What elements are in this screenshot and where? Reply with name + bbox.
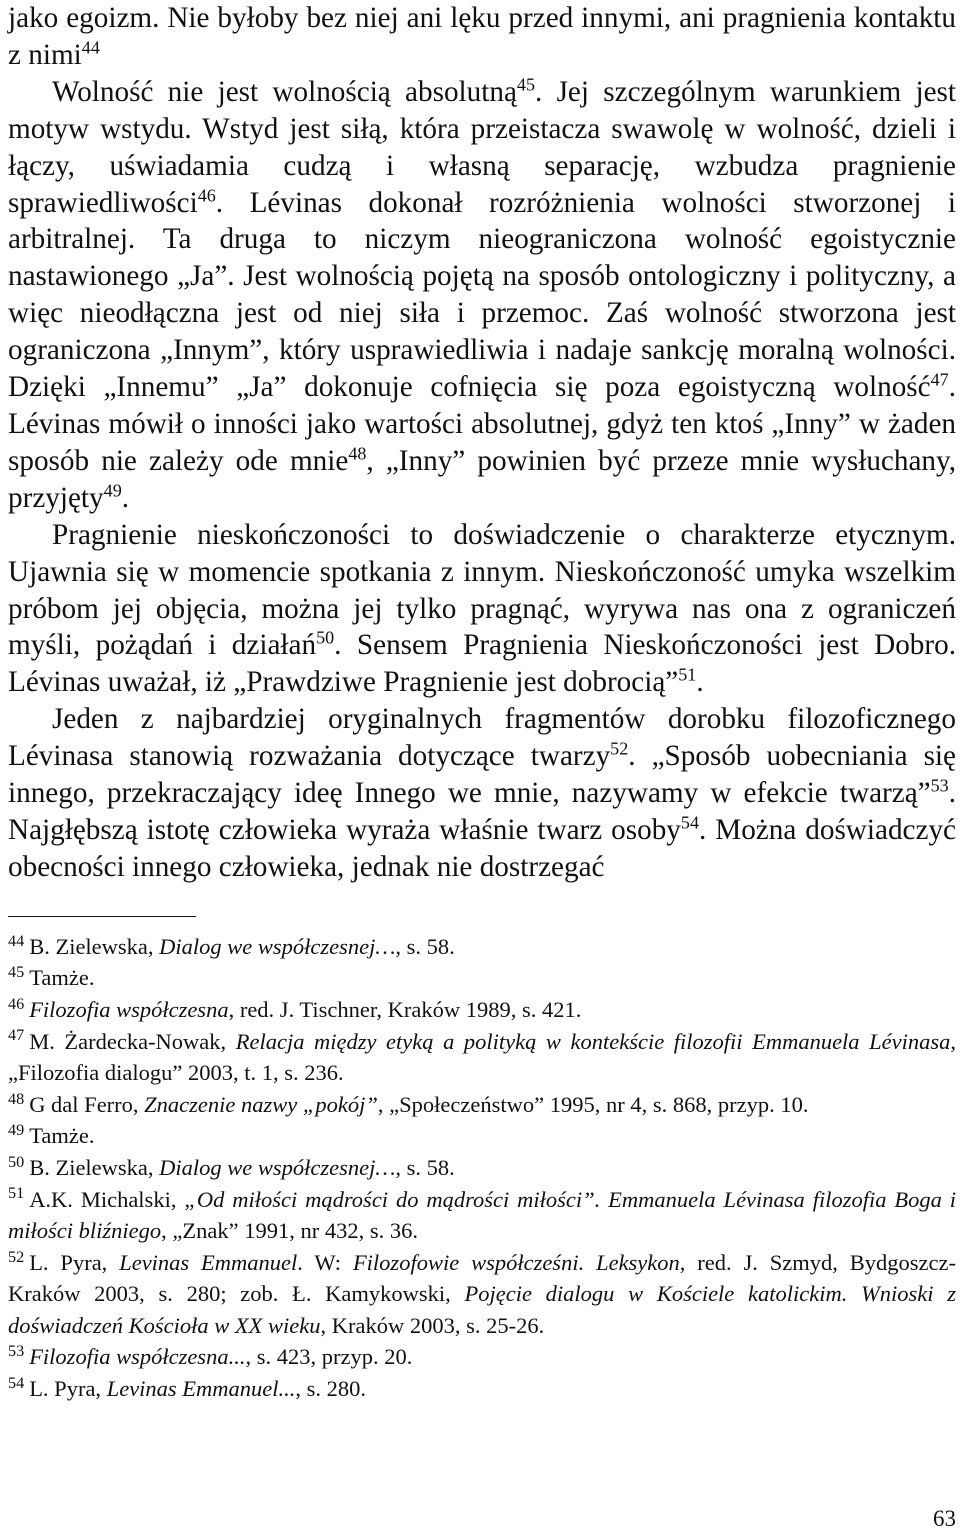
text-span: Pragnienie nieskończoności to doświadczenie o charakterze etycznym. Ujawnia się w momencie spotkania z innym. Nieskończoność umyka wszelkim próbom jej objęcia, można jej tylko pragnąć, wyrywa nas ona z ograniczeń myśli, pożądań i działań	[8, 518, 956, 662]
text-span: , „Filozofia dialogu” 2003, t. 1, s. 236.	[8, 1028, 956, 1086]
footnote-ref: 44	[81, 37, 100, 58]
footnote-ref: 51	[678, 664, 697, 685]
text-span: . Lévinas dokonał rozróżnienia wolności stworzonej i arbitralnej. Ta druga to niczym nieograniczona wolność egoistycznie nastawionego „Ja”. Jest wolnością pojętą na sposób ontologiczny i polityczny, a więc nieodłączna jest od niej siła i przemoc. Zaś wolność stworzona jest ograniczona „Innym”, który usprawiedliwia i nadaje sankcję moralną wolności. Dzięki „Innemu” „Ja” dokonuje cofnięcia się poza egoistyczną wolność	[8, 186, 956, 404]
footnote	[8, 1373, 956, 1405]
text-span: M. Żardecka-Nowak,	[29, 1028, 236, 1054]
text-span: , s. 58.	[395, 1154, 455, 1180]
text-span: . „Sposób uobecniania się innego, przekraczający ideę Innego we mnie, nazywamy w efekcie twarzą”	[8, 740, 956, 810]
text-span: , „Znak” 1991, nr 432, s. 36.	[161, 1218, 418, 1244]
footnote-number: 46	[8, 994, 25, 1013]
footnote-number: 47	[8, 1026, 25, 1045]
page	[8, 0, 956, 1405]
paragraph	[8, 517, 956, 702]
page-number: 63	[933, 1506, 956, 1531]
footnote	[8, 1026, 956, 1089]
footnote-number: 44	[8, 931, 25, 950]
text-span: . W:	[297, 1249, 353, 1275]
footnote	[8, 962, 956, 994]
footnote-ref: 46	[197, 185, 216, 206]
text-span: , red. J. Tischner, Kraków 1989, s. 421.	[228, 996, 582, 1022]
text-span: Tamże.	[29, 965, 95, 991]
text-span: , red. J. Szmyd, Bydgoszcz-Kraków 2003, s. 280; zob. Ł. Kamykowski,	[8, 1249, 957, 1307]
text-span: . Sensem Pragnienia Nieskończoności jest Dobro. Lévinas uważał, iż „Prawdziwe Pragnienie jest dobrocią”	[8, 629, 956, 699]
footnote-ref: 53	[930, 775, 949, 796]
text-span: B. Zielewska,	[29, 1154, 160, 1180]
footnote-number: 49	[8, 1121, 25, 1140]
italic-text: Filozofowie współcześni. Leksykon	[352, 1249, 680, 1275]
footnote-ref: 49	[103, 480, 122, 501]
footnote-ref: 50	[316, 627, 335, 648]
italic-text: Znaczenie nazwy „pokój”	[144, 1091, 378, 1117]
text-span: . Można doświadczyć obecności innego człowieka, jednak nie dostrzegać	[8, 813, 956, 883]
text-span: , Kraków 2003, s. 25-26.	[320, 1312, 545, 1338]
italic-text: Pojęcie dialogu w Kościele katolickim. Wnioski z doświadczeń Kościoła w XX wieku	[8, 1281, 956, 1338]
footnote-separator	[8, 916, 196, 917]
text-span: , „Społeczeństwo” 1995, nr 4, s. 868, przyp. 10.	[377, 1091, 809, 1117]
italic-text: Filozofia współczesna	[29, 996, 229, 1022]
italic-text: Levinas Emmanuel	[119, 1249, 298, 1275]
text-span: .	[696, 666, 704, 699]
text-span: Tamże.	[29, 1123, 95, 1149]
footnote	[8, 994, 956, 1026]
footnote-ref: 45	[516, 74, 535, 95]
text-span: . Lévinas mówił o inności jako wartości absolutnej, gdyż ten ktoś „Inny” w żaden sposób nie zależy ode mnie	[8, 371, 956, 477]
text-span: . Jej szczególnym warunkiem jest motyw wstydu. Wstyd jest siłą, która przeistacza swawolę w wolność, dzieli i łączy, uświadamia cudzą i własną separację, wzbudza pragnienie sprawiedliwości	[8, 75, 957, 219]
italic-text: Levinas Emmanuel...	[106, 1376, 296, 1402]
footnote	[8, 1089, 956, 1121]
footnote-number: 50	[8, 1152, 25, 1171]
text-span: B. Zielewska,	[29, 933, 160, 959]
text-span: , s. 58.	[395, 933, 455, 959]
footnote	[8, 1341, 956, 1373]
paragraph	[8, 74, 956, 517]
text-span: .	[121, 481, 130, 514]
footnotes	[8, 931, 956, 1405]
text-span: Jeden z najbardziej oryginalnych fragmentów dorobku filozoficznego Lévinasa stanowią rozważania dotyczące twarzy	[8, 703, 956, 773]
footnote-ref: 54	[680, 812, 699, 833]
italic-text: Dialog we współczesnej…	[159, 1154, 396, 1180]
text-span: jako egoizm. Nie byłoby bez niej ani lęku przed innymi, ani pragnienia kontaktu z nimi	[8, 2, 956, 71]
footnote-number: 54	[8, 1373, 25, 1392]
text-span: A.K. Michalski,	[29, 1186, 185, 1212]
text-span: L. Pyra,	[29, 1249, 120, 1275]
footnote	[8, 1120, 956, 1152]
text-span: , „Inny” powinien być przeze mnie wysłuchany, przyjęty	[8, 444, 956, 514]
text-span: Wolność nie jest wolnością absolutną	[52, 75, 517, 108]
paragraph	[8, 0, 956, 74]
italic-text: Dialog we współczesnej…	[159, 933, 396, 959]
text-span: , s. 423, przyp. 20.	[245, 1344, 413, 1370]
italic-text: Filozofia współczesna...	[29, 1344, 246, 1370]
footnote-ref: 48	[348, 443, 367, 464]
footnote-ref: 47	[930, 369, 949, 390]
paragraph	[8, 701, 956, 886]
italic-text: „Od miłości mądrości do mądrości miłości”. Emmanuela Lévinasa filozofia Boga i miłości bliźniego	[8, 1186, 956, 1244]
footnote	[8, 1247, 956, 1342]
text-span: . Najgłębszą istotę człowieka wyraża właśnie twarz osoby	[8, 777, 956, 846]
footnote-number: 48	[8, 1089, 25, 1108]
text-span: , s. 280.	[295, 1376, 367, 1402]
footnote-number: 51	[8, 1184, 25, 1203]
footnote-number: 45	[8, 963, 25, 982]
footnote-ref: 52	[610, 738, 629, 759]
footnote-number: 53	[8, 1342, 25, 1361]
text-span: L. Pyra,	[29, 1376, 107, 1402]
footnote	[8, 931, 956, 963]
footnote-number: 52	[8, 1247, 25, 1266]
text-span: G dal Ferro,	[29, 1091, 145, 1117]
footnote	[8, 1184, 956, 1247]
italic-text: Relacja między etyką a polityką w kontekście filozofii Emmanuela Lévinasa	[235, 1028, 951, 1054]
footnote	[8, 1152, 956, 1184]
body-text	[8, 0, 956, 886]
